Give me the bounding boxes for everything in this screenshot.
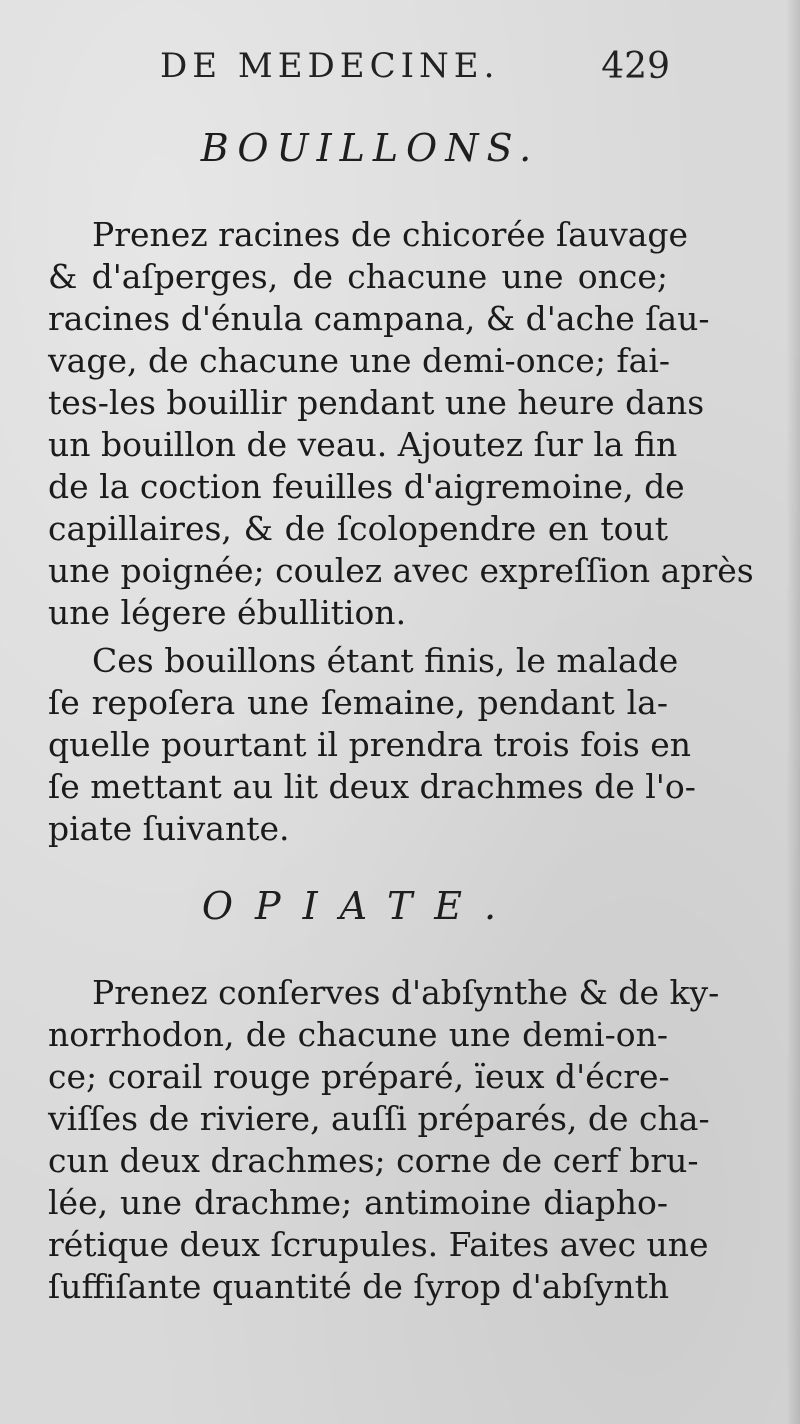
text-line: rétique deux ſcrupules. Faites avec une xyxy=(48,1225,709,1264)
text-line: norrhodon, de chacune une demi-on- xyxy=(48,1015,668,1054)
text-line: ſe repoſera une ſemaine, pendant la- xyxy=(48,683,668,722)
text-line: piate ſuivante. xyxy=(48,809,290,848)
text-line: vage, de chacune une demi-once; fai- xyxy=(48,341,671,380)
text-line: une poignée; coulez avec expreſſion après xyxy=(48,551,754,590)
text-line: Ces bouillons étant finis, le malade xyxy=(92,641,679,680)
text-line: quelle pourtant il prendra trois fois en xyxy=(48,725,692,764)
text-line: ce; corail rouge préparé, ïeux d'écre- xyxy=(48,1057,670,1096)
text-line: tes-les bouillir pendant une heure dans xyxy=(48,383,705,422)
page-edge-shadow xyxy=(786,0,800,1424)
text-line: Prenez racines de chicorée ſauvage xyxy=(92,215,689,254)
text-line: un bouillon de veau. Ajoutez ſur la fin xyxy=(48,425,678,464)
text-line: ſe mettant au lit deux drachmes de l'o- xyxy=(48,767,696,806)
section-title-bouillons: BOUILLONS. xyxy=(200,126,540,170)
text-line: une légere ébullition. xyxy=(48,593,407,632)
page-header xyxy=(150,46,670,90)
text-line: viſſes de riviere, auſſi préparés, de cha- xyxy=(48,1099,710,1138)
text-line: racines d'énula campana, & d'ache ſau- xyxy=(48,299,710,338)
section-title-opiate: OPIATE. xyxy=(201,884,519,928)
text-line: de la coction feuilles d'aigremoine, de xyxy=(48,467,685,506)
text-line: cun deux drachmes; corne de cerf bru- xyxy=(48,1141,699,1180)
page-number: 429 xyxy=(601,46,670,87)
running-head: DE MEDECINE. xyxy=(160,46,500,86)
text-line: & d'aſperges, de chacune une once; xyxy=(48,257,668,296)
text-line: Prenez conſerves d'abſynthe & de ky- xyxy=(92,973,720,1012)
text-line: lée, une drachme; antimoine diapho- xyxy=(48,1183,668,1222)
text-line: ſuffiſante quantité de ſyrop d'abſynth xyxy=(48,1267,670,1306)
text-line: capillaires, & de ſcolopendre en tout xyxy=(48,509,668,548)
